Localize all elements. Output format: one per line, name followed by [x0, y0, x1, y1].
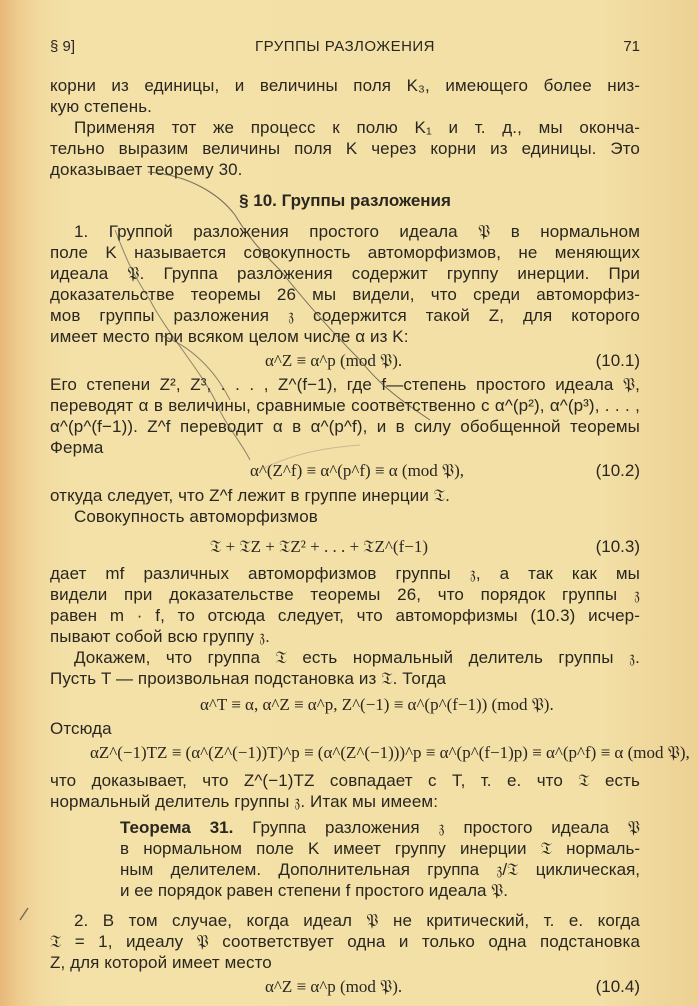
- text-line: нормальный делитель группы 𝔷. Итак мы имеем:: [50, 792, 439, 811]
- text-line: дает mf различных автоморфизмов группы 𝔷, а так как мы: [50, 564, 640, 583]
- theorem-line: в нормальном поле K имеет группу инерции 𝔗 нормаль-: [120, 839, 640, 858]
- text-line: идеала 𝔓. Группа разложения содержит группу инерции. При: [50, 264, 640, 283]
- text-line: видели при доказательстве теоремы 26, что порядок группы 𝔷: [50, 585, 640, 604]
- text-line: корни из единицы, и величины поля K₃, имеющего более низ-: [50, 76, 640, 95]
- text-line: пывают собой всю группу 𝔷.: [50, 627, 270, 646]
- text-line: откуда следует, что Z^f лежит в группе инерции 𝔗.: [50, 486, 450, 505]
- text-line: 2. В том случае, когда идеал 𝔓 не критический, т. е. когда: [74, 911, 640, 930]
- text-line: тельно выразим величины поля K через корни из единицы. Это: [50, 139, 640, 158]
- text-line: равен m · f, то отсюда следует, что автоморфизмы (10.3) исчер-: [50, 606, 640, 625]
- theorem-line: и ее порядок равен степени f простого идеала 𝔓.: [120, 881, 509, 900]
- theorem-first-line: [120, 817, 640, 838]
- text-line: Совокупность автоморфизмов: [74, 507, 318, 526]
- text-line: 𝔗 = 1, идеалу 𝔓 соответствует одна и только одна подстановка: [50, 932, 640, 951]
- text-line: Пусть T — произвольная подстановка из 𝔗. Тогда: [50, 669, 447, 688]
- text-line: кую степень.: [50, 97, 152, 116]
- theorem-text: Группа разложения 𝔷 простого идеала 𝔓: [252, 818, 640, 837]
- equation-expression: α^Z ≡ α^p (mod 𝔓).: [265, 351, 403, 370]
- text-line: Ферма: [50, 438, 104, 457]
- equation-expression: α^T ≡ α, α^Z ≡ α^p, Z^(−1) ≡ α^(p^(f−1)) (mod 𝔓).: [200, 695, 554, 714]
- text-line: Его степени Z², Z³, . . . , Z^(f−1), где f—степень простого идеала 𝔓,: [50, 375, 640, 394]
- text-line: доказывает теорему 30.: [50, 160, 243, 179]
- equation-number: (10.3): [595, 537, 640, 556]
- text-line: Докажем, что группа 𝔗 есть нормальный делитель группы 𝔷.: [74, 648, 640, 667]
- equation-number: (10.1): [595, 351, 640, 370]
- theorem-line: ным делителем. Дополнительная группа 𝔷/𝔗 циклическая,: [120, 860, 640, 879]
- section-marker: § 9]: [50, 38, 76, 55]
- section-heading: § 10. Группы разложения: [239, 191, 451, 210]
- running-head: [50, 38, 640, 58]
- chapter-title: ГРУППЫ РАЗЛОЖЕНИЯ: [254, 38, 436, 55]
- equation-number: (10.2): [595, 461, 640, 480]
- text-line: имеет место при всяком целом числе α из K:: [50, 327, 409, 346]
- page-number: 71: [623, 38, 640, 55]
- text-line: мов группы разложения 𝔷 содержится такой Z, для которого: [50, 306, 640, 325]
- text-line: α^(p^(f−1)). Z^f переводит α в α^(p^f), и в силу обобщенной теоремы: [50, 417, 640, 436]
- text-line: доказательстве теоремы 26 мы видели, что среди автоморфиз-: [50, 285, 640, 304]
- text-line: Применяя тот же процесс к полю K₁ и т. д., мы оконча-: [74, 118, 640, 137]
- equation-expression: 𝔗 + 𝔗Z + 𝔗Z² + . . . + 𝔗Z^(f−1): [210, 537, 428, 556]
- equation-expression: α^(Z^f) ≡ α^(p^f) ≡ α (mod 𝔓),: [250, 461, 465, 480]
- text-line: 1. Группой разложения простого идеала 𝔓 в нормальном: [74, 222, 640, 241]
- theorem-label: Теорема 31.: [120, 818, 234, 837]
- text-line: переводят α в величины, сравнимые соответственно с α^(p²), α^(p³), . . . ,: [50, 396, 640, 415]
- text-line: поле K называется совокупность автоморфизмов, не меняющих: [50, 243, 640, 262]
- equation-number: (10.4): [595, 977, 640, 996]
- equation-expression: αZ^(−1)TZ ≡ (α^(Z^(−1))T)^p ≡ (α^(Z^(−1)))^p ≡ α^(p^(f−1)p) ≡ α^(p^f) ≡ α (mod 𝔓),: [90, 743, 690, 762]
- text-line: Z, для которой имеет место: [50, 953, 272, 972]
- text-line: что доказывает, что Z^(−1)TZ совпадает с T, т. е. что 𝔗 есть: [50, 771, 640, 790]
- text-line: Отсюда: [50, 719, 112, 738]
- equation-expression: α^Z ≡ α^p (mod 𝔓).: [265, 977, 403, 996]
